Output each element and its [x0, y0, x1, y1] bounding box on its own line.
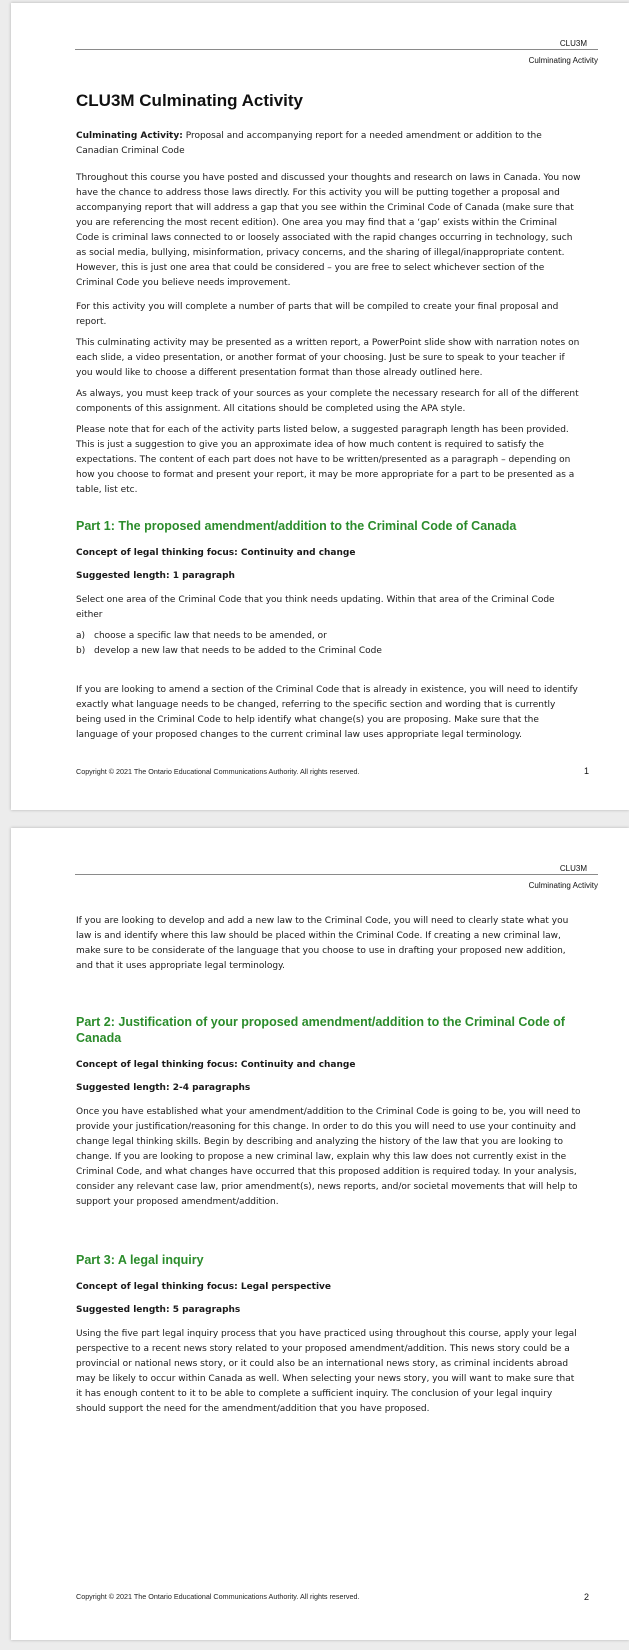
- new-law-paragraph: If you are looking to develop and add a new law to the Criminal Code, you will need to clearly state what you law is and identify where this law should be placed within the Criminal Code. If creating a new criminal law, make sure to be considerate of the language that you choose to use in drafting your proposed new addition, and that it uses appropriate legal terminology.: [76, 916, 569, 971]
- body-paragraph: Throughout this course you have posted and discussed your thoughts and research on laws in Canada. You now have the chance to address those laws directly. For this activity you will be putting together a proposal and accompanying report that will address a gap that you see within the Criminal Code of Canada (make sure that you are referencing the most recent edition). One area you may find that a ‘gap’ exists within the Criminal Code is criminal laws connected to or loosely associated with the rapid changes occurring in technology, such as social media, bullying, misinformation, privacy concerns, and the sharing of illegal/inappropriate content. However, this is just one area that could be considered – you are free to select whichever section of the Criminal Code you believe needs improvement.: [76, 173, 581, 288]
- part-1-amend-paragraph: If you are looking to amend a section of the Criminal Code that is already in existence, you will need to identify exactly what language needs to be changed, referring to the specific section and wording that is currently being used in the Criminal Code to help identify what change(s) you are proposing. Make sure that the language of your proposed changes to the current criminal law uses appropriate legal terminology.: [76, 685, 578, 740]
- part-3-paragraph: Using the five part legal inquiry process that you have practiced using throughout this course, apply your legal perspective to a recent news story related to your proposed amendment/addition. This news story could be a provincial or national news story, or it could also be an international news story, as criminal incidents abroad may be likely to occur within Canada as well. When selecting your news story, you will want to make sure that it has enough content to it to be able to complete a sufficient inquiry. The conclusion of your legal inquiry should support the need for the amendment/addition that you have proposed.: [76, 1329, 577, 1414]
- page-1-content: [76, 91, 581, 749]
- part-1-intro: Select one area of the Criminal Code that you think needs updating. Within that area of the Criminal Code either: [76, 595, 555, 620]
- footer-copyright: Copyright © 2021 The Ontario Educational Communications Authority. All rights reserved.: [76, 1592, 360, 1601]
- part-1-focus: Concept of legal thinking focus: Continuity and change: [76, 548, 356, 558]
- page-title: CLU3M Culminating Activity: [76, 91, 303, 110]
- part-3-focus: Concept of legal thinking focus: Legal perspective: [76, 1282, 332, 1292]
- page-2-content: [76, 914, 581, 1423]
- page-number: 2: [583, 1592, 589, 1602]
- list-item-text: choose a specific law that needs to be amended, or: [94, 631, 327, 641]
- part-2-length: Suggested length: 2-4 paragraphs: [76, 1083, 251, 1093]
- body-paragraph: For this activity you will complete a number of parts that will be compiled to create your final proposal and report.: [76, 302, 559, 327]
- part-1-options-list: [76, 629, 581, 659]
- body-paragraph: As always, you must keep track of your sources as your complete the necessary research for all of the different components of this assignment. All citations should be completed using the APA style.: [76, 389, 579, 414]
- list-item: [76, 629, 581, 644]
- part-2-paragraph: Once you have established what your amendment/addition to the Criminal Code is going to be, you will need to provide your justification/reasoning for this change. In order to do this you will need to use your continuity and change legal thinking skills. Begin by describing and analyzing the history of the law that you are looking to change. If you are looking to propose a new criminal law, explain why this law does not currently exist in the Criminal Code, and what changes have occurred that this proposed addition is required today. In your analysis, consider any relevant case law, prior amendment(s), news reports, and/or societal movements that will help to support your proposed amendment/addition.: [76, 1107, 581, 1207]
- header-subtitle: Culminating Activity: [528, 56, 598, 65]
- list-item: [76, 644, 581, 659]
- part-2-focus: Concept of legal thinking focus: Continuity and change: [76, 1060, 356, 1070]
- header-subtitle: Culminating Activity: [528, 881, 598, 890]
- part-1-length: Suggested length: 1 paragraph: [76, 571, 235, 581]
- part-3-length: Suggested length: 5 paragraphs: [76, 1305, 241, 1315]
- page-number: 1: [583, 766, 589, 776]
- header-course-code: CLU3M: [559, 864, 587, 873]
- footer-copyright: Copyright © 2021 The Ontario Educational Communications Authority. All rights reserved.: [76, 767, 360, 776]
- header-rule: [75, 874, 598, 875]
- list-marker: b): [76, 646, 86, 656]
- part-3-heading: Part 3: A legal inquiry: [76, 1253, 204, 1267]
- intro-label: Culminating Activity:: [76, 131, 183, 141]
- body-paragraph: This culminating activity may be presented as a written report, a PowerPoint slide show with narration notes on each slide, a video presentation, or another format of your choosing. Just be sure to speak to your teacher if you would like to choose a different presentation format than those already outlined here.: [76, 338, 580, 378]
- body-paragraph: Please note that for each of the activity parts listed below, a suggested paragraph length has been provided. This is just a suggestion to give you an approximate idea of how much content is required to satisfy the expectations. The content of each part does not have to be written/presented as a paragraph – depending on how you choose to format and present your report, it may be more appropriate for a part to be presented as a table, list etc.: [76, 425, 575, 495]
- intro-text: Proposal and accompanying report for a needed amendment or addition to the Canadian Criminal Code: [76, 131, 542, 156]
- list-item-text: develop a new law that needs to be added to the Criminal Code: [94, 646, 382, 656]
- header-rule: [75, 49, 598, 50]
- header-course-code: CLU3M: [559, 39, 587, 48]
- document-page-1: [11, 3, 629, 810]
- list-marker: a): [76, 631, 86, 641]
- part-1-heading: Part 1: The proposed amendment/addition to the Criminal Code of Canada: [76, 519, 517, 533]
- document-page-2: [11, 828, 629, 1640]
- intro-paragraph: [76, 129, 581, 159]
- part-2-heading: Part 2: Justification of your proposed amendment/addition to the Criminal Code of Canada: [76, 1015, 565, 1045]
